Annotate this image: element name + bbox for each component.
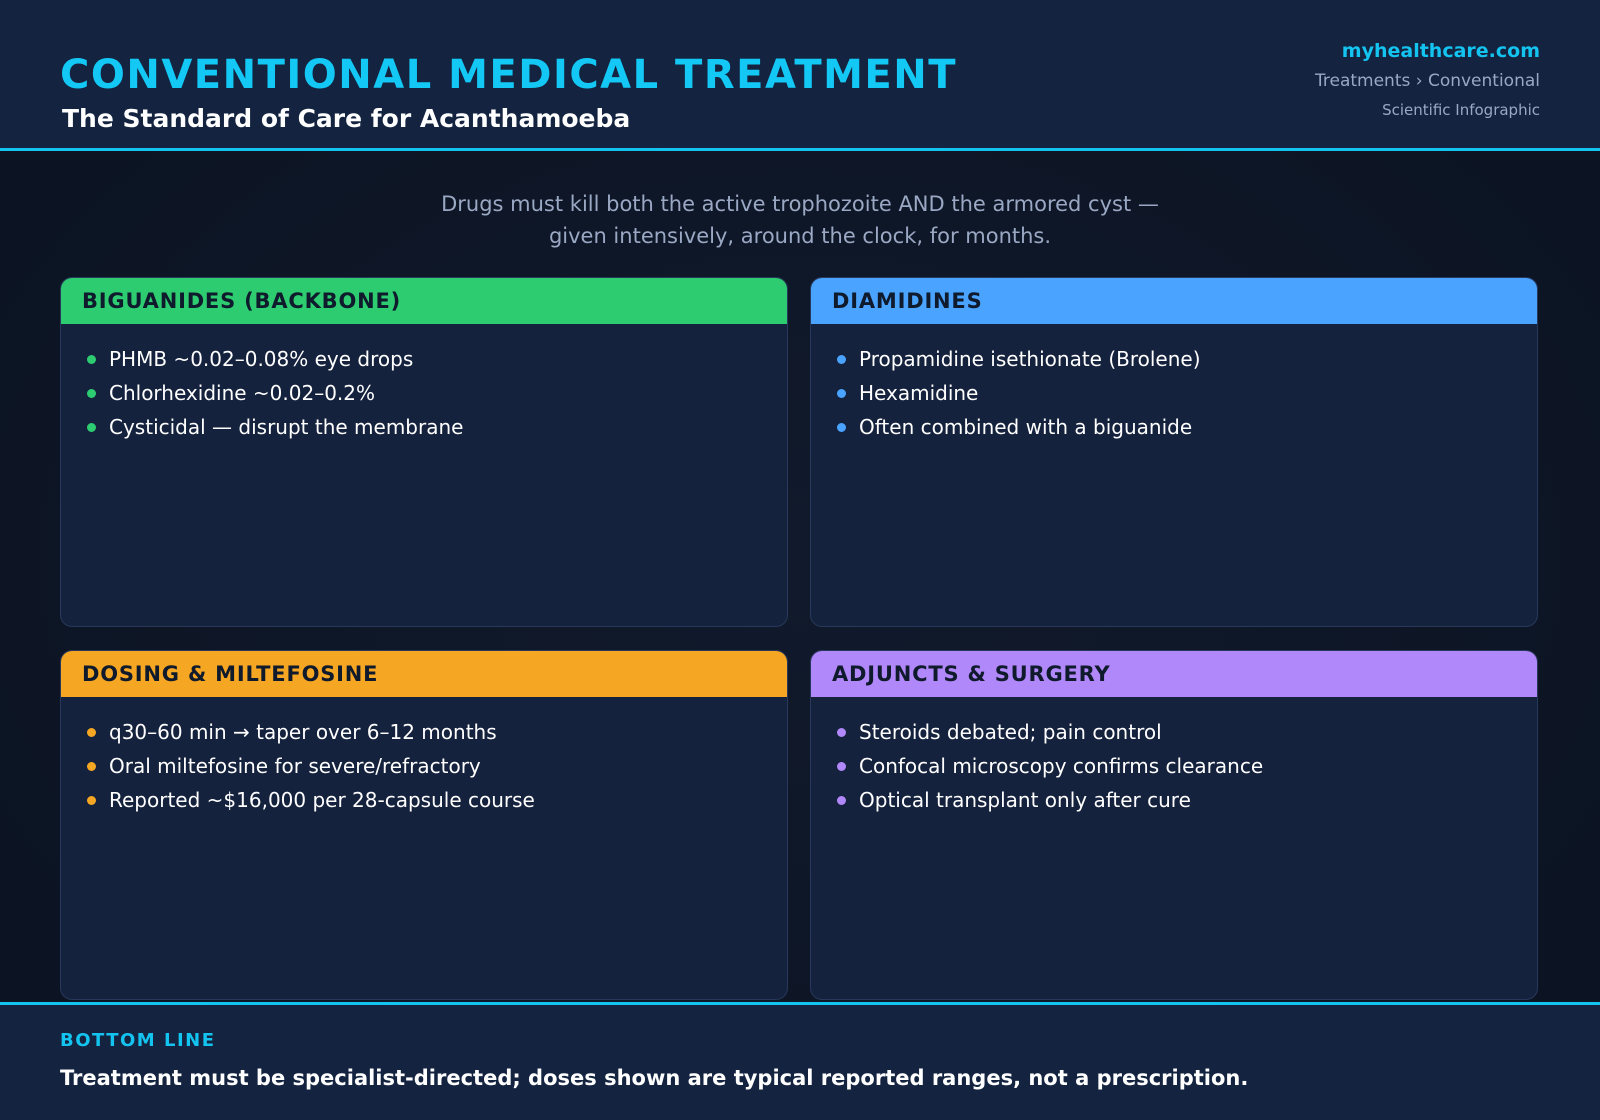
list-item (87, 749, 787, 783)
card-biguanides (60, 277, 788, 627)
list-item-text: Cysticidal — disrupt the membrane (109, 415, 464, 439)
list-item (87, 715, 787, 749)
bottom-line-footer (0, 1002, 1600, 1120)
card-list (61, 324, 787, 444)
list-item (87, 783, 787, 817)
list-item-text: q30–60 min → taper over 6–12 months (109, 720, 497, 744)
list-item (837, 783, 1537, 817)
list-item (87, 342, 787, 376)
intro-line-1: Drugs must kill both the active trophozoite AND the armored cyst — (441, 192, 1159, 216)
infographic-tag: Scientific Infographic (1382, 101, 1540, 119)
bullet-dot-icon (837, 728, 846, 737)
bullet-dot-icon (87, 762, 96, 771)
list-item-text: Confocal microscopy confirms clearance (859, 754, 1264, 778)
list-item-text: Steroids debated; pain control (859, 720, 1162, 744)
brand-link[interactable]: myhealthcare.com (1341, 40, 1540, 62)
intro-line-2: given intensively, around the clock, for months. (548, 224, 1052, 248)
bullet-dot-icon (837, 355, 846, 364)
bullet-dot-icon (837, 762, 846, 771)
bullet-dot-icon (837, 796, 846, 805)
card-list (61, 697, 787, 817)
bullet-dot-icon (87, 355, 96, 364)
card-header: ADJUNCTS & SURGERY (811, 651, 1537, 697)
list-item (837, 342, 1537, 376)
bottom-line-text: Treatment must be specialist-directed; doses shown are typical reported ranges, not a prescription. (60, 1066, 1249, 1090)
card-header: DOSING & MILTEFOSINE (61, 651, 787, 697)
bullet-dot-icon (87, 728, 96, 737)
card-list (811, 697, 1537, 817)
card-dosing-miltefosine (60, 650, 788, 1000)
header (0, 0, 1600, 151)
breadcrumb: Treatments › Conventional (1314, 71, 1540, 91)
page-subtitle: The Standard of Care for Acanthamoeba (62, 104, 631, 133)
list-item (87, 410, 787, 444)
list-item-text: Chlorhexidine ~0.02–0.2% (109, 381, 376, 405)
card-adjuncts-surgery (810, 650, 1538, 1000)
bottom-line-label: BOTTOM LINE (60, 1030, 216, 1051)
bullet-dot-icon (837, 389, 846, 398)
intro-text (0, 188, 1600, 252)
bullet-dot-icon (837, 423, 846, 432)
list-item (837, 715, 1537, 749)
card-diamidines (810, 277, 1538, 627)
list-item (837, 749, 1537, 783)
bullet-dot-icon (87, 389, 96, 398)
list-item (837, 376, 1537, 410)
page-title: CONVENTIONAL MEDICAL TREATMENT (60, 52, 957, 98)
list-item-text: PHMB ~0.02–0.08% eye drops (109, 347, 414, 371)
card-header: DIAMIDINES (811, 278, 1537, 324)
bullet-dot-icon (87, 423, 96, 432)
list-item-text: Reported ~$16,000 per 28-capsule course (109, 788, 535, 812)
list-item-text: Oral miltefosine for severe/refractory (109, 754, 481, 778)
list-item-text: Hexamidine (859, 381, 979, 405)
card-list (811, 324, 1537, 444)
list-item-text: Propamidine isethionate (Brolene) (859, 347, 1201, 371)
list-item (837, 410, 1537, 444)
list-item-text: Often combined with a biguanide (859, 415, 1193, 439)
list-item (87, 376, 787, 410)
card-header: BIGUANIDES (BACKBONE) (61, 278, 787, 324)
bullet-dot-icon (87, 796, 96, 805)
list-item-text: Optical transplant only after cure (859, 788, 1191, 812)
